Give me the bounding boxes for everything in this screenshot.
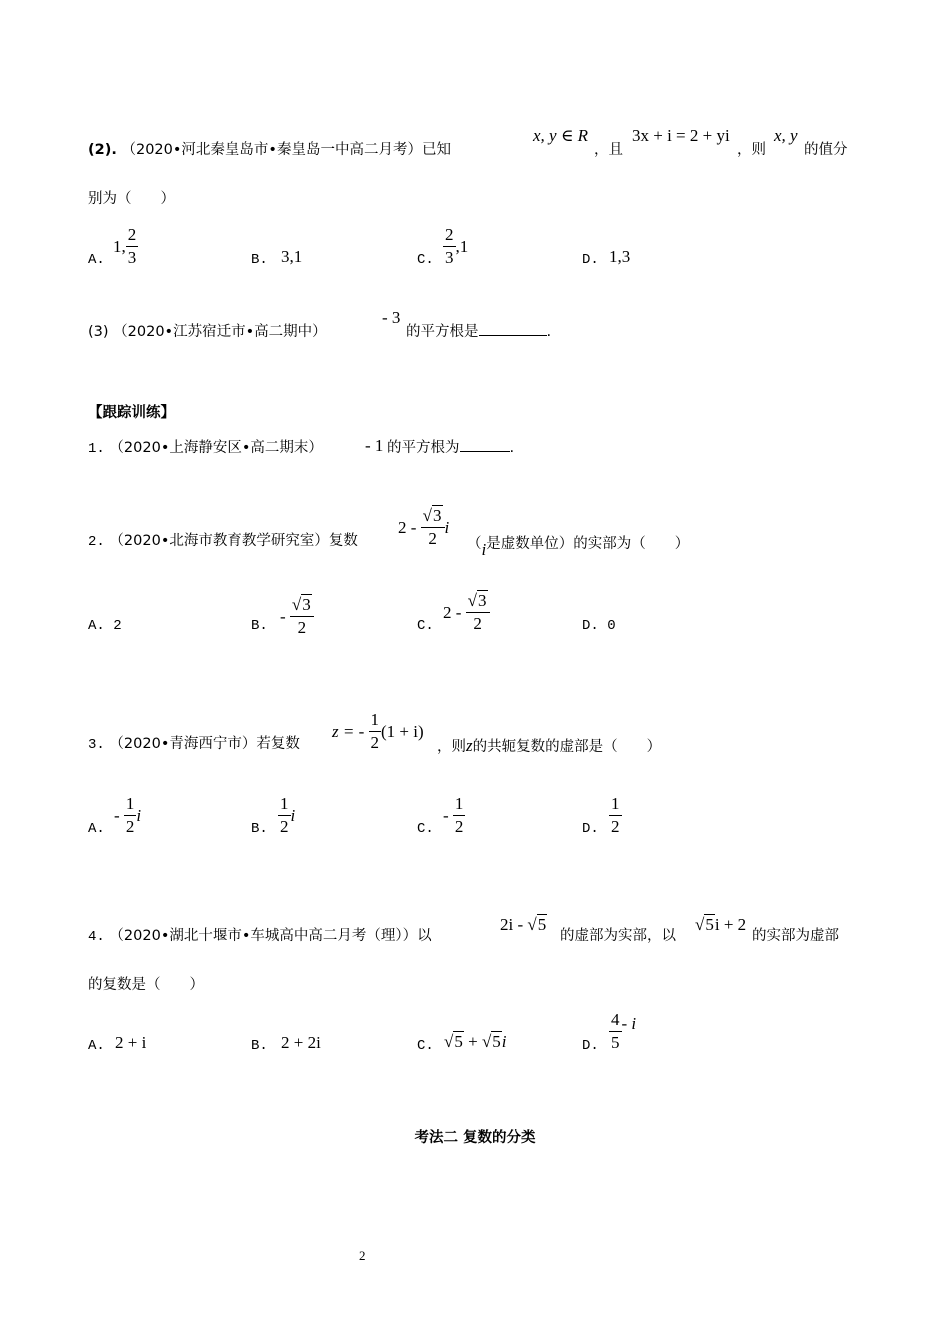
page-number: 2 <box>359 1248 366 1263</box>
question-4-option-c-value: √5 + √5i <box>444 1032 507 1051</box>
question-4-option-a-value: 2 + i <box>115 1033 147 1052</box>
question-3-tail: ，则z的共轭复数的虚部是（ ） <box>437 736 662 755</box>
question-2-expression: 2 - $\frac{√3}{2}$ i <box>398 506 450 548</box>
question-3-option-b-value: $\frac{1}{2}$ i <box>280 794 296 836</box>
question-1-number: 1. <box>88 441 105 457</box>
question-3-line <box>88 737 300 752</box>
question-3-option-b-key: B. <box>251 821 268 837</box>
question-4-expression-2: √5i + 2 <box>695 915 747 934</box>
problem-3-label: (3) <box>88 324 109 340</box>
question-1-source: （2020•上海静安区•高二期末） <box>109 440 323 456</box>
question-2-line <box>88 534 358 549</box>
question-1-tail: 的平方根为 . <box>387 440 515 456</box>
problem-2-option-a-key: A. <box>88 252 105 268</box>
question-1-line <box>88 441 323 456</box>
problem-2-source: （2020•河北秦皇岛市•秦皇岛一中高二月考）已知 <box>121 142 451 158</box>
question-4-option-c-key: C. <box>417 1038 434 1054</box>
problem-2-option-d-key: D. <box>582 252 599 268</box>
question-2-paren: （i是虚数单位）的实部为（ ） <box>467 536 690 559</box>
question-1-expression: - 1 <box>365 436 384 455</box>
problem-2-line2: 别为（ ） <box>88 191 175 207</box>
question-2-option-a: A. 2 <box>88 618 122 634</box>
question-2-option-c-value: 2 - $\frac{√3}{2}$ <box>443 592 490 633</box>
question-1-answer-blank[interactable] <box>460 450 510 452</box>
problem-2-option-d-value: 1,3 <box>609 247 631 266</box>
question-3-source: （2020•青海西宁市）若复数 <box>109 736 300 752</box>
problem-2-connector-2: ，则 <box>737 142 766 158</box>
section-heading: 考法二 复数的分类 <box>414 1130 536 1146</box>
question-3-option-a-value: - $\frac{1}{2}$ i <box>114 794 142 836</box>
question-2-number: 2. <box>88 534 105 550</box>
problem-2-vars: x, y <box>774 126 798 145</box>
question-3-number: 3. <box>88 737 105 753</box>
problem-2-label: (2). <box>88 142 117 158</box>
problem-3-line <box>88 325 327 340</box>
problem-2-condition: x, y ∈ R <box>533 126 589 145</box>
question-4-mid: 的虚部为实部，以 <box>560 928 676 944</box>
question-2-option-c-key: C. <box>417 618 434 634</box>
question-2-source: （2020•北海市教育教学研究室）复数 <box>109 533 358 549</box>
problem-3-tail: 的平方根是 . <box>406 324 552 340</box>
question-3-expression: z = - $\frac{1}{2}$ (1 + i) <box>332 710 424 752</box>
problem-2-line1 <box>88 143 451 158</box>
problem-2-option-b-key: B. <box>251 252 268 268</box>
problem-3-source: （2020•江苏宿迁市•高二期中） <box>113 324 327 340</box>
question-3-option-c-key: C. <box>417 821 434 837</box>
question-4-number: 4. <box>88 929 105 945</box>
question-4-expression-1: 2i - √5 <box>500 915 547 934</box>
question-4-option-a-key: A. <box>88 1038 105 1054</box>
question-3-option-d-key: D. <box>582 821 599 837</box>
problem-2-option-b-value: 3,1 <box>281 247 303 266</box>
question-4-tail: 的实部为虚部 <box>752 928 839 944</box>
section-title: 【跟踪训练】 <box>88 405 175 421</box>
question-3-option-d-value: $\frac{1}{2}$ <box>611 794 620 836</box>
problem-2-connector-1: ，且 <box>594 142 623 158</box>
problem-3-expression: - 3 <box>382 308 401 327</box>
problem-2-option-c-value: $\frac{2}{3}$ ,1 <box>445 225 469 267</box>
question-4-line1 <box>88 929 432 944</box>
question-2-option-d: D. 0 <box>582 618 616 634</box>
question-4-option-b-value: 2 + 2i <box>281 1033 321 1052</box>
question-2-option-b-key: B. <box>251 618 268 634</box>
problem-2-equation: 3x + i = 2 + yi <box>632 126 730 145</box>
question-4-option-b-key: B. <box>251 1038 268 1054</box>
question-4-source: （2020•湖北十堰市•车城高中高二月考（理））以 <box>109 928 432 944</box>
problem-2-option-a-value: 1, $\frac{2}{3}$ <box>113 225 137 267</box>
question-3-option-c-value: - $\frac{1}{2}$ <box>443 794 464 836</box>
question-4-line2: 的复数是（ ） <box>88 977 204 993</box>
question-4-option-d-value: $\frac{4}{5}$ - i <box>611 1010 637 1052</box>
question-3-option-a-key: A. <box>88 821 105 837</box>
question-2-option-b-value: - $\frac{√3}{2}$ <box>280 596 314 637</box>
question-4-option-d-key: D. <box>582 1038 599 1054</box>
problem-2-option-c-key: C. <box>417 252 434 268</box>
problem-2-tail: 的值分 <box>804 142 848 158</box>
problem-3-answer-blank[interactable] <box>479 334 547 336</box>
